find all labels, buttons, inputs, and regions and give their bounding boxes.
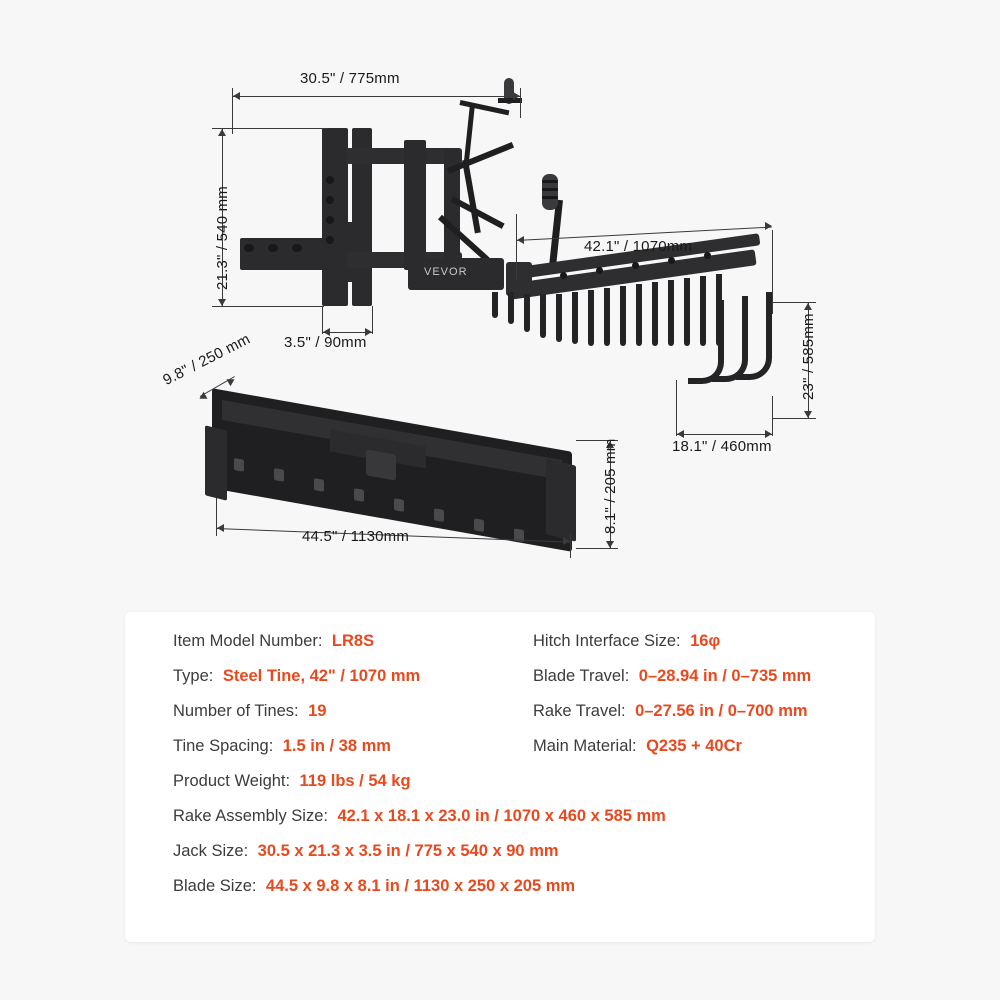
spec-rake-travel xyxy=(533,702,843,721)
spec-blade-travel xyxy=(533,667,843,686)
dim-jack-depth: 3.5" / 90mm xyxy=(284,334,367,351)
spec-hitch-interface-size xyxy=(533,632,843,651)
spec-label: Rake Travel: xyxy=(533,702,626,720)
spec-main-material xyxy=(533,737,843,756)
specifications-grid xyxy=(173,632,843,912)
ext-line xyxy=(212,128,328,129)
spec-value: 30.5 x 21.3 x 3.5 in / 775 x 540 x 90 mm xyxy=(257,842,559,860)
spec-label: Blade Travel: xyxy=(533,667,630,685)
spec-label: Hitch Interface Size: xyxy=(533,632,681,650)
spec-value: Q235 + 40Cr xyxy=(646,737,742,755)
ext-line xyxy=(772,418,816,419)
spec-value: 0–27.56 in / 0–700 mm xyxy=(635,702,808,720)
dim-blade-height: 8.1" / 205 mm xyxy=(602,438,619,534)
spec-value: 44.5 x 9.8 x 8.1 in / 1130 x 250 x 205 mm xyxy=(265,877,576,895)
spec-row xyxy=(173,632,843,651)
specifications-card xyxy=(125,612,875,942)
spec-value: 1.5 in / 38 mm xyxy=(282,737,391,755)
ext-line xyxy=(576,548,618,549)
spec-rake-assembly-size xyxy=(173,807,843,826)
ext-line xyxy=(516,214,517,280)
spec-blade-size xyxy=(173,877,843,896)
dim-jack-width: 30.5" / 775mm xyxy=(300,70,400,87)
spec-label: Tine Spacing: xyxy=(173,737,274,755)
dim-rake-depth: 18.1" / 460mm xyxy=(672,438,772,455)
spec-value: 42.1 x 18.1 x 23.0 in / 1070 x 460 x 585 mm xyxy=(337,807,666,825)
spec-value: 19 xyxy=(308,702,327,720)
spec-label: Main Material: xyxy=(533,737,637,755)
spec-label: Item Model Number: xyxy=(173,632,323,650)
dim-jack-height: 21.3" / 540 mm xyxy=(214,185,231,290)
dim-rake-height: 23" / 585mm xyxy=(800,313,817,400)
spec-value: 119 lbs / 54 kg xyxy=(299,772,411,790)
spec-number-of-tines xyxy=(173,702,533,721)
ext-line xyxy=(772,396,773,436)
dim-line-jack-width xyxy=(232,96,520,97)
spec-value: 16φ xyxy=(690,632,721,650)
spec-label: Blade Size: xyxy=(173,877,257,895)
dim-blade-depth: 9.8" / 250 mm xyxy=(160,330,254,389)
dim-rake-width: 42.1" / 1070mm xyxy=(584,238,693,255)
spec-item-model-number xyxy=(173,632,533,651)
spec-label: Product Weight: xyxy=(173,772,291,790)
spec-tine-spacing xyxy=(173,737,533,756)
spec-type xyxy=(173,667,533,686)
spec-label: Rake Assembly Size: xyxy=(173,807,328,825)
spec-row xyxy=(173,702,843,721)
spec-jack-size xyxy=(173,842,843,861)
dim-blade-width: 44.5" / 1130mm xyxy=(302,528,410,545)
brand-mark: VEVOR xyxy=(424,266,468,278)
spec-label: Jack Size: xyxy=(173,842,249,860)
dim-line-rake-depth xyxy=(676,434,772,435)
ext-line xyxy=(676,380,677,436)
ext-line xyxy=(570,534,571,558)
spec-value: LR8S xyxy=(331,632,375,650)
spec-row xyxy=(173,667,843,686)
ext-line xyxy=(372,306,373,334)
spec-value: 0–28.94 in / 0–735 mm xyxy=(638,667,812,685)
ext-line xyxy=(520,88,521,118)
spec-value: Steel Tine, 42" / 1070 mm xyxy=(222,667,421,685)
ext-line xyxy=(212,306,324,307)
spec-label: Type: xyxy=(173,667,214,685)
spec-row xyxy=(173,737,843,756)
spec-label: Number of Tines: xyxy=(173,702,299,720)
spec-product-weight xyxy=(173,772,843,791)
